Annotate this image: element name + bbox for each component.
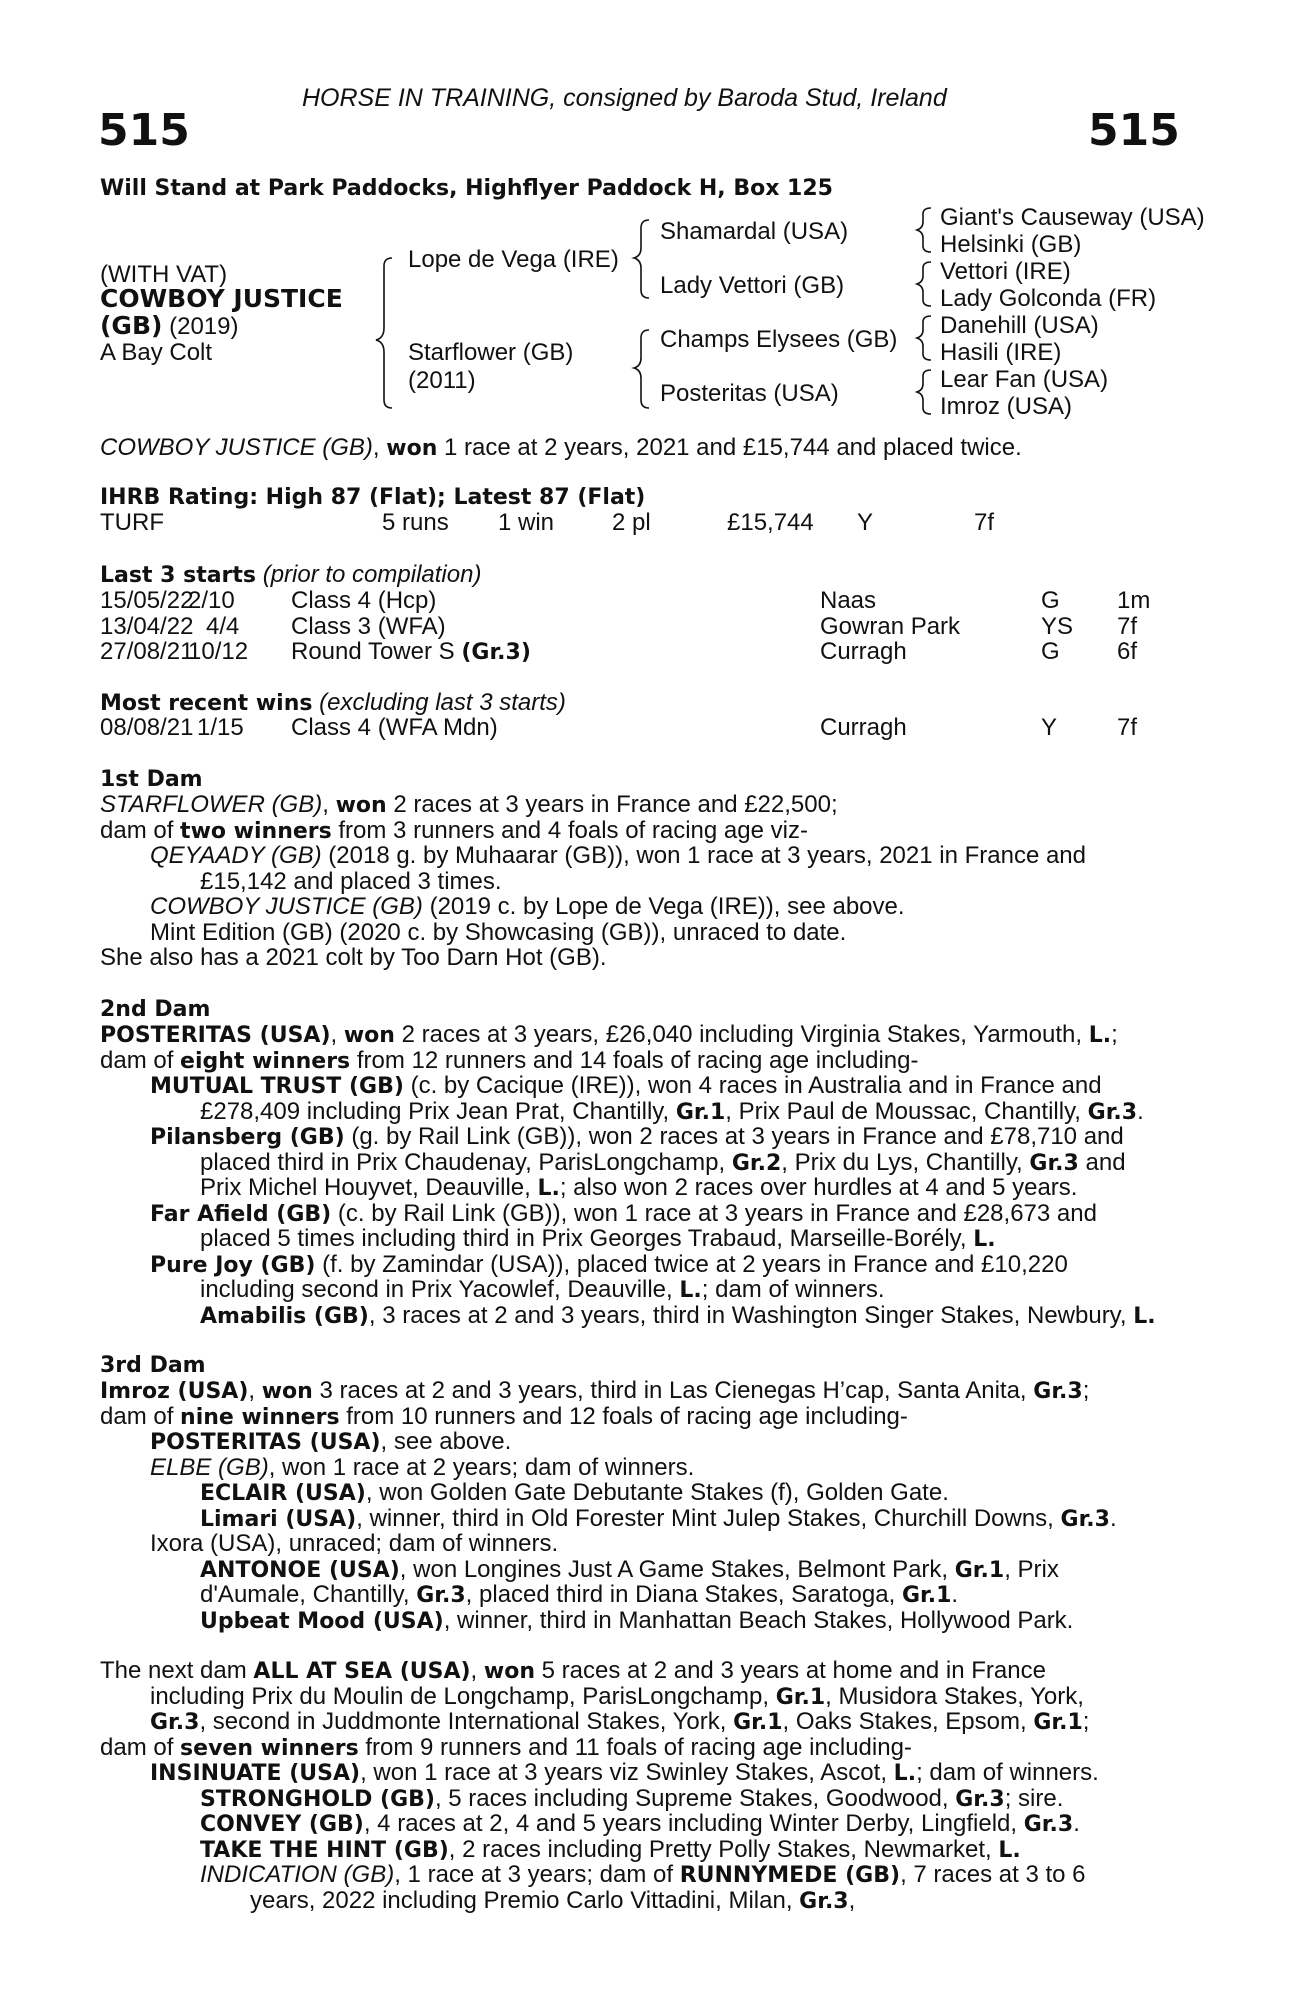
summary-horse: COWBOY JUSTICE (GB) [100,434,373,461]
sire-dam: Lady Vettori (GB) [660,272,845,299]
summary-text: 1 race at 2 years, 2021 and £15,744 and placed twice. [437,434,1022,461]
ancestor-5: Danehill (USA) [940,312,1099,339]
dam3-section: Imroz (USA), won 3 races at 2 and 3 years, third in Las Cienegas H’cap, Santa Anita, Gr.3; dam of nine winners from 10 runners and 12 foals of racing age including- POSTERITAS (USA), see above. ELBE (GB), won 1 race at 2 years; dam of winners. ECLAIR (USA), won Golden Gate Debutante Stakes (f), Golden Gate. Limari (USA), winner, third in Old Forester Mint Julep Stakes, Churchill Downs, Gr.3. Ixora (USA), unraced; dam of winners. ANTONOE (USA), won Longines Just A Game Stakes, Belmont Park, Gr.1, Prix d'Aumale, Chantilly, Gr.3, placed third in Diana Stakes, Saratoga, Gr.1. Upbeat Mood (USA), winner, third in Manhattan Beach Stakes, Hollywood Park. [100,1377,1117,1634]
rating-title: IHRB Rating: High 87 (Flat); Latest 87 (Flat) [100,485,646,510]
table-row: 27/08/21 10/12 Round Tower S (Gr.3) Curragh G 6f [100,638,1138,665]
dam-sire: Champs Elysees (GB) [660,326,898,353]
last3-table [100,588,1205,665]
lot-number-right: 515 [1088,105,1180,156]
last3-title: Last 3 starts [100,563,257,588]
rating-placed: 2 pl [612,509,651,536]
summary-won: won [386,436,438,461]
table-row: 15/05/22 2/10 Class 4 (Hcp) Naas G 1m [100,587,1151,614]
recent-heading [100,690,566,717]
dam: Starflower (GB) [408,339,574,366]
dam2-section: POSTERITAS (USA), won 2 races at 3 years, £26,040 including Virginia Stakes, Yarmouth, L.; dam of eight winners from 12 runners and 14 foals of racing age including- MUTUAL TRUST (GB) (c. by Cacique (IRE)), won 4 races in Australia and in France and £278,409 including Prix Jean Prat, Chantilly, Gr.1, Prix Paul de Moussac, Chantilly, Gr.3. Pilansberg (GB) (g. by Rail Link (GB)), won 2 races at 3 years in France and £78,710 and placed third in Prix Chaudenay, ParisLongchamp, Gr.2, Prix du Lys, Chantilly, Gr.3 and Prix Michel Houyvet, Deauville, L.; also won 2 races over hurdles at 4 and 5 years. Far Afield (GB) (c. by Rail Link (GB)), won 1 race at 3 years in France and £28,673 and placed 5 times including third in Prix Georges Trabaud, Marseille-Borély, L. Pure Joy (GB) (f. by Zamindar (USA)), placed twice at 2 years in France and £10,220 including second in Prix Yacowlef, Deauville, L.; dam of winners. Amabilis (GB), 3 races at 2 and 3 years, third in Washington Singer Stakes, Newbury, L. [100,1021,1156,1329]
consignment-line: HORSE IN TRAINING, consigned by Baroda Stud, Ireland [302,84,947,112]
horse-description: A Bay Colt [100,339,213,366]
dam1-title: 1st Dam [100,767,203,792]
sire: Lope de Vega (IRE) [408,246,619,273]
stand-location: Will Stand at Park Paddocks, Highflyer Paddock H, Box 125 [100,176,833,201]
vat-note: (WITH VAT) [100,261,228,288]
race-summary: COWBOY JUSTICE (GB), won 1 race at 2 years, 2021 and £15,744 and placed twice. [100,434,1022,461]
horse-country: (GB) [100,311,163,340]
recent-title: Most recent wins [100,691,313,716]
dam3-title: 3rd Dam [100,1353,206,1378]
rating-distance: 7f [974,509,995,536]
ancestor-3: Vettori (IRE) [940,258,1071,285]
ancestor-6: Hasili (IRE) [940,339,1062,366]
dam-year: (2011) [408,367,476,394]
dam1-section: STARFLOWER (GB), won 2 races at 3 years in France and £22,500; dam of two winners from 3 runners and 4 foals of racing age viz- QEYAADY (GB) (2018 g. by Muhaarar (GB)), won 1 race at 3 years, 2021 in France and £15,142 and placed 3 times. COWBOY JUSTICE (GB) (2019 c. by Lope de Vega (IRE)), see above. Mint Edition (GB) (2020 c. by Showcasing (GB)), unraced to date. She also has a 2021 colt by Too Darn Hot (GB). [100,791,1086,971]
ancestor-1: Giant's Causeway (USA) [940,204,1205,231]
ancestor-7: Lear Fan (USA) [940,366,1109,393]
sire-sire: Shamardal (USA) [660,218,849,245]
ancestor-4: Lady Golconda (FR) [940,285,1157,312]
table-row: 13/04/22 4/4 Class 3 (WFA) Gowran Park YS 7f [100,612,1138,640]
ancestor-8: Imroz (USA) [940,393,1072,420]
lot-number-left: 515 [98,105,190,156]
ancestor-2: Helsinki (GB) [940,231,1082,258]
rating-runs: 5 runs [382,509,449,536]
horse-name: COWBOY JUSTICE [100,284,343,313]
rating-prize: £15,744 [727,509,814,536]
last3-note: (prior to compilation) [256,561,482,588]
rating-surface: TURF [100,509,164,536]
table-row: 08/08/21 1/15 Class 4 (WFA Mdn) Curragh Y 7f [100,714,1138,741]
nextdam-section: The next dam ALL AT SEA (USA), won 5 races at 2 and 3 years at home and in France including Prix du Moulin de Longchamp, ParisLongchamp, Gr.1, Musidora Stakes, York, Gr.3, second in Juddmonte International Stakes, York, Gr.1, Oaks Stakes, Epsom, Gr.1; dam of seven winners from 9 runners and 11 foals of racing age including- INSINUATE (USA), won 1 race at 3 years viz Swinley Stakes, Ascot, L.; dam of winners. STRONGHOLD (GB), 5 races including Supreme Stakes, Goodwood, Gr.3; sire. CONVEY (GB), 4 races at 2, 4 and 5 years including Winter Derby, Lingfield, Gr.3. TAKE THE HINT (GB), 2 races including Pretty Polly Stakes, Newmarket, L. INDICATION (GB), 1 race at 3 years; dam of RUNNYMEDE (GB), 7 races at 3 to 6 years, 2022 including Premio Carlo Vittadini, Milan, Gr.3, [100,1657,1099,1914]
recent-note: (excluding last 3 starts) [312,689,566,716]
rating-row [100,510,1205,536]
recent-table [100,715,1205,741]
last3-heading [100,562,481,589]
dam-dam: Posteritas (USA) [660,380,839,407]
dam2-title: 2nd Dam [100,997,211,1022]
horse-year: (2019) [162,313,239,340]
rating-going: Y [857,509,874,536]
rating-wins: 1 win [498,509,555,536]
